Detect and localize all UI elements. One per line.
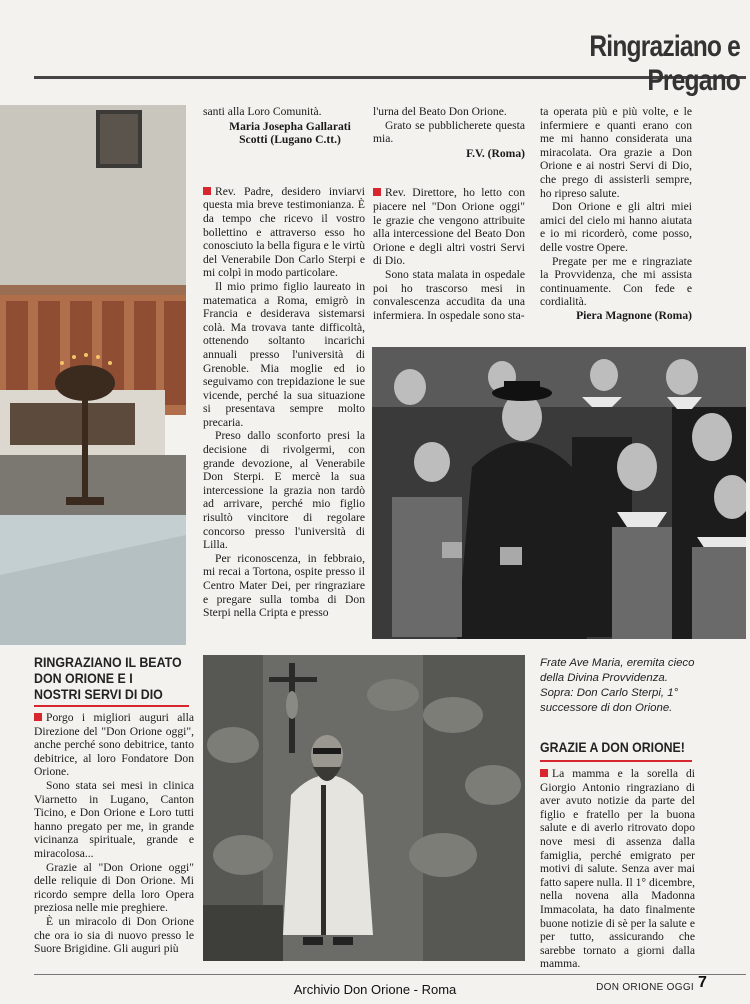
left-article-p2: Sono stata sei mesi in clinica Viarnetto in Lugano, Canton Ticino, e Don Orione e Loro tutti hanno pregato per me, in grande vicinanza spirituale, grande e miracolosa... [34, 778, 194, 860]
col-a-line1: santi alla Loro Comunità. [203, 105, 322, 118]
col-a-signature-2: Scotti (Lugano C.tt.) [239, 133, 341, 147]
right-article-headline: GRAZIE A DON ORIONE! [540, 739, 685, 755]
red-square-marker [34, 713, 42, 721]
col-c-p3: Pregate per me e ringraziate la Provvidenza, che mi assista continuamente. Con fede e cordialità. [540, 254, 692, 309]
right-article-body [540, 767, 695, 971]
column-b [373, 105, 525, 322]
left-article-p3: Grazie al "Don Orione oggi" delle reliquie di Don Orione. Mi ricordo sempre della loro Opera preziosa nelle mie preghiere. [34, 860, 194, 915]
don-sterpi-photo [372, 347, 746, 639]
frate-ave-maria-photo [203, 655, 525, 961]
column-a [203, 105, 365, 620]
left-article-p1: Porgo i migliori auguri alla Direzione del "Don Orione oggi", anche perché sono debitrice, tanto debitrice, al loro Fondatore Don Orione. [34, 711, 194, 779]
left-article-headline [34, 655, 186, 703]
col-b-p1: l'urna del Beato Don Orione. [373, 105, 507, 118]
footer-rule [34, 974, 746, 975]
col-a-letter-p2: Il mio primo figlio laureato in matematica a Roma, emigrò in Francia e desiderava sistemarsi colà. Ma trovava tante difficoltà, ottenendo soltanto incarichi annuali presso l'università di Grenoble. Mia moglie ed io seguivamo con trepidazione le sue vicende, perché la sua situazione si presentava sempre molto precaria. [203, 279, 365, 429]
col-c-signature: Piera Magnone (Roma) [576, 308, 692, 322]
red-square-marker [203, 187, 211, 195]
column-c [540, 105, 692, 323]
col-c-p1: ta operata più e più volte, e le infermiere e quanti erano con me mi hanno considerata una miracolata. Ora grazie a Don Orione e ai nostri Servi di Dio, che prego di assisterli sempre, ho ripreso salute. [540, 105, 692, 200]
col-a-letter-p1: Rev. Padre, desidero inviarvi questa mia breve testimonianza. È da tempo che ricevo il vostro bollettino e attraverso esso ho conosciuto la bella figura e le virtù del Venerabile Don Carlo Sterpi e mi colpì in modo particolare. [203, 184, 365, 280]
right-article-rule [540, 760, 692, 762]
col-b-letter-p4: Sono stata malata in ospedale poi ho trascorso mesi in convalescenza accudita da una infermiera. In ospedale sono sta- [373, 267, 525, 322]
magazine-name: DON ORIONE OGGI [596, 982, 694, 993]
photo-caption: Frate Ave Maria, eremita cieco della Divina Provvidenza. Sopra: Don Carlo Sterpi, 1° successore di don Orione. [540, 657, 695, 714]
chapel-photo [0, 105, 186, 645]
col-a-letter-p4: Per riconoscenza, in febbraio, mi recai a Tortona, ospite presso il Centro Mater Dei, per ringraziare e pregare sulla tomba di Don Sterpi nella Cripta e presso [203, 551, 365, 620]
left-article-body [34, 711, 194, 956]
headline-line-2: DON ORIONE E I [34, 671, 133, 686]
col-c-p2: Don Orione e gli altri miei amici del cielo mi hanno aiutata e io mi ricorderò, come posso, delle vostre Opere. [540, 200, 692, 254]
left-article-p4: È un miracolo di Don Orione che ora io sia di nuovo presso le Suore Brigidine. Gli auguri più [34, 914, 194, 956]
col-a-letter-p3: Preso dallo sconforto presi la decisione di rivolgermi, con grande devozione, al Venerabile Don Sterpi. E mercè la sua intercessione la grazia non tardò ad arrivare, perché mio figlio risultò vincitore di regolare concorso presso l'università di Lilla. [203, 429, 365, 552]
headline-line-3: NOSTRI SERVI DI DIO [34, 687, 163, 702]
col-b-p2: Grato se pubblicherete questa mia. [373, 118, 525, 146]
col-b-signature: F.V. (Roma) [466, 146, 525, 160]
red-square-marker [540, 769, 548, 777]
headline-line-1: RINGRAZIANO IL BEATO [34, 655, 182, 670]
col-a-signature-1: Maria Josepha Gallarati [229, 119, 351, 133]
left-article-rule [34, 705, 189, 707]
col-b-letter-p3: Rev. Direttore, ho letto con piacere nel "Don Orione oggi" le grazie che vengono attribuite alla intercessione del Beato Don Orione e degli altri vostri Servi di Dio. [373, 186, 525, 268]
archive-credit: Archivio Don Orione - Roma [293, 982, 457, 997]
red-square-marker [373, 188, 381, 196]
page-number: 7 [698, 974, 707, 991]
right-article-p1: La mamma e la sorella di Giorgio Antonio ringraziano di aver avuto notizie da parte del figlio e fratello per la buona salute e di averlo ritrovato dopo nove mesi di assenza dalla famiglia, perché emigrato per motivi di salute. Senza aver mai fatto sapere nulla. Il 1° dicembre, nella novena alla Madonna Immacolata, ha dato finalmente buone notizie di sè per la salute e per tutto, assicurando che sarebbe tornato a giorni dalla mamma. [540, 767, 695, 971]
section-title: Ringraziano e Pregano [589, 30, 740, 97]
